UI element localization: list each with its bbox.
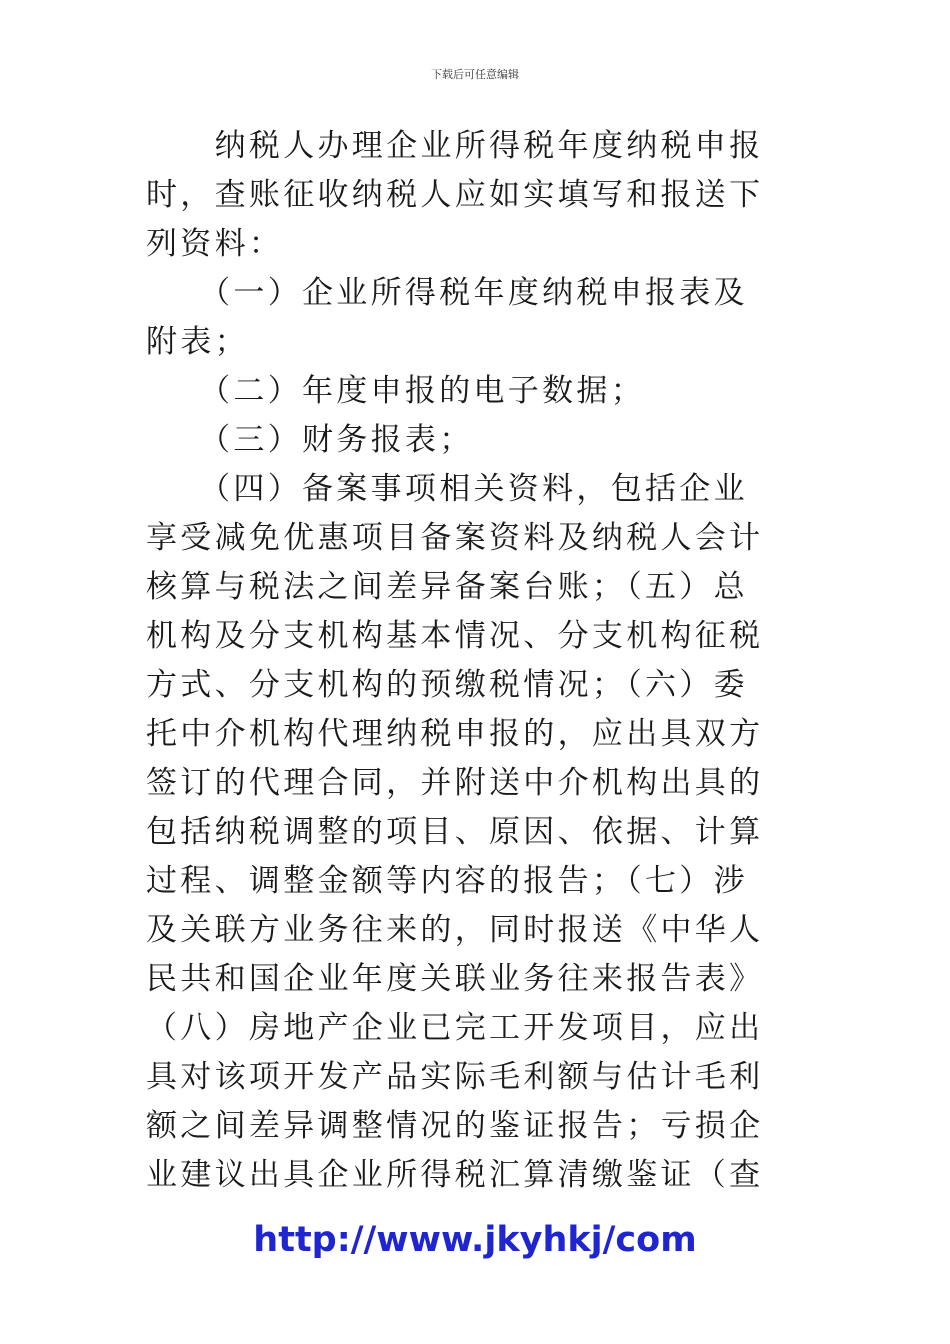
text-line: 时，查账征收纳税人应如实填写和报送下: [146, 177, 764, 213]
document-body: [146, 122, 826, 1200]
text-line: 托中介机构代理纳税申报的，应出具双方: [146, 716, 764, 752]
text-line: （三）财务报表；: [146, 422, 474, 458]
text-line: 机构及分支机构基本情况、分支机构征税: [146, 618, 764, 654]
page-header-note: 下载后可任意编辑: [431, 68, 519, 81]
text-line: 包括纳税调整的项目、原因、依据、计算: [146, 814, 764, 850]
text-line: （二）年度申报的电子数据；: [146, 373, 645, 409]
text-line: （四）备案事项相关资料，包括企业: [146, 471, 748, 507]
text-line: 方式、分支机构的预缴税情况；（六）委: [146, 667, 748, 703]
text-line: 民共和国企业年度关联业务往来报告表》: [146, 961, 764, 997]
text-line: （一）企业所得税年度纳税申报表及: [146, 275, 748, 311]
text-line: 过程、调整金额等内容的报告；（七）涉: [146, 863, 748, 899]
text-line: （八）房地产企业已完工开发项目，应出: [146, 1010, 764, 1046]
text-line: 纳税人办理企业所得税年度纳税申报: [146, 128, 764, 164]
text-line: 列资料：: [146, 226, 284, 262]
text-line: 享受减免优惠项目备案资料及纳税人会计: [146, 520, 764, 556]
text-line: 签订的代理合同，并附送中介机构出具的: [146, 765, 764, 801]
text-line: 业建议出具企业所得税汇算清缴鉴证（查: [146, 1157, 764, 1193]
text-line: 核算与税法之间差异备案台账；（五）总: [146, 569, 748, 605]
text-line: 附表；: [146, 324, 249, 360]
text-line: 具对该项开发产品实际毛利额与估计毛利: [146, 1059, 764, 1095]
footer-website-link[interactable]: http://www.jkyhkj/com: [253, 1220, 697, 1260]
text-line: 额之间差异调整情况的鉴证报告；亏损企: [146, 1108, 764, 1144]
text-line: 及关联方业务往来的，同时报送《中华人: [146, 912, 764, 948]
